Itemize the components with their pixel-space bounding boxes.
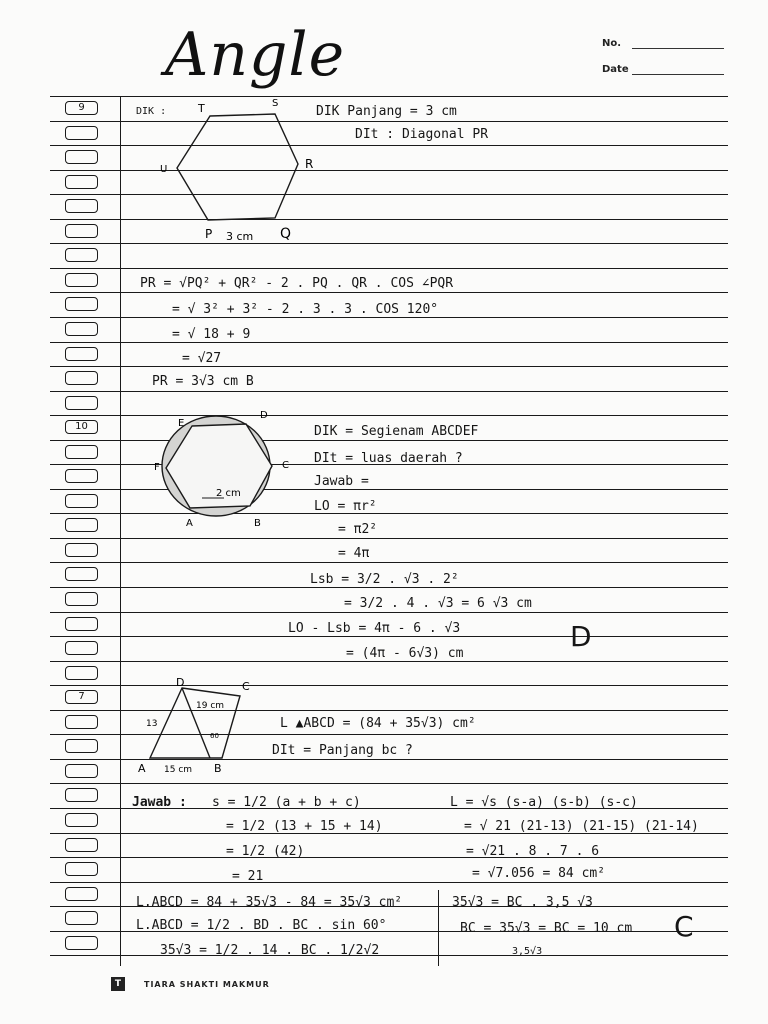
- vertex-c: C: [282, 460, 289, 471]
- ruled-line: [50, 292, 728, 293]
- margin-box: [65, 911, 98, 925]
- vertex-p: P: [205, 227, 213, 241]
- vertex-t: T: [198, 102, 205, 115]
- given-asked-area: DIt = luas daerah ?: [314, 451, 463, 466]
- page-title: Angle: [165, 20, 346, 90]
- vertex-a: A: [138, 762, 146, 775]
- margin-box: [65, 494, 98, 508]
- diagonal-bd: [182, 688, 210, 758]
- bc-denominator: 3,5√3: [512, 946, 543, 957]
- margin-box: [65, 322, 98, 336]
- margin-box: [65, 543, 98, 557]
- pr-formula: PR = √PQ² + QR² - 2 . PQ . QR . COS ∠PQR: [140, 276, 454, 291]
- ruled-line: [50, 636, 728, 637]
- pr-step-3: = √27: [182, 351, 222, 366]
- date-label: Date: [602, 64, 629, 75]
- vertex-c: C: [242, 680, 250, 693]
- margin-box: [65, 887, 98, 901]
- margin-box: [65, 862, 98, 876]
- ruled-line: [50, 857, 728, 858]
- margin-box: [65, 175, 98, 189]
- margin-box: [65, 838, 98, 852]
- margin-box: [65, 371, 98, 385]
- lo-line-1: LO = πr²: [314, 499, 377, 514]
- heron-line-2: = √ 21 (21-13) (21-15) (21-14): [464, 819, 699, 834]
- s-line-3: = 1/2 (42): [226, 844, 305, 859]
- margin-box: [65, 445, 98, 459]
- lsb-line-1: Lsb = 3/2 . √3 . 2²: [310, 572, 459, 587]
- margin-box: [65, 764, 98, 778]
- s-line-4: = 21: [232, 869, 264, 884]
- ruled-line: [50, 268, 728, 269]
- vertex-b: B: [214, 762, 222, 775]
- question-number-box: 9: [65, 101, 98, 115]
- lsb-line-2: = 3/2 . 4 . √3 = 6 √3 cm: [344, 596, 532, 611]
- dik-label: DIK :: [136, 106, 167, 117]
- s-line-1: s = 1/2 (a + b + c): [212, 795, 361, 810]
- margin-box: [65, 592, 98, 606]
- hexagon-shape: [177, 114, 298, 220]
- date-underline: [632, 74, 724, 75]
- abcd-line-1: L.ABCD = 84 + 35√3 - 84 = 35√3 cm²: [136, 895, 403, 910]
- ruled-line: [50, 96, 728, 97]
- heron-line-3: = √21 . 8 . 7 . 6: [466, 844, 600, 859]
- ruled-line: [50, 391, 728, 392]
- margin-box: [65, 788, 98, 802]
- heron-line-4: = √7.056 = 84 cm²: [472, 866, 606, 881]
- margin-box: [65, 936, 98, 950]
- vertex-a: A: [186, 518, 193, 529]
- lo-line-3: = 4π: [338, 546, 370, 561]
- margin-box: [65, 715, 98, 729]
- margin-box: [65, 224, 98, 238]
- ruled-line: [50, 587, 728, 588]
- margin-line: [120, 96, 121, 966]
- side-dc: 19 cm: [196, 701, 225, 711]
- margin-box: [65, 617, 98, 631]
- margin-box: [65, 813, 98, 827]
- margin-box: [65, 739, 98, 753]
- question-number-box: 10: [65, 420, 98, 434]
- ruled-line: [50, 538, 728, 539]
- quad-shape: [150, 688, 240, 758]
- answer-letter-d: D: [570, 620, 592, 653]
- vertex-q: Q: [280, 226, 292, 242]
- side-ad: 13: [146, 719, 158, 729]
- diff-line-2: = (4π - 6√3) cm: [346, 646, 464, 661]
- asked-bc: DIt = Panjang bc ?: [272, 743, 413, 758]
- heron-line-1: L = √s (s-a) (s-b) (s-c): [450, 795, 638, 810]
- margin-box: [65, 273, 98, 287]
- margin-box: [65, 641, 98, 655]
- brand-logo: T: [111, 977, 125, 991]
- angle-label: 60: [210, 732, 219, 740]
- pr-result: PR = 3√3 cm B: [152, 374, 254, 389]
- vertex-d: D: [260, 410, 268, 421]
- margin-box: [65, 199, 98, 213]
- hexagon-diagram: [150, 98, 320, 248]
- vertex-f: F: [154, 462, 160, 473]
- vertex-s: S: [272, 98, 279, 109]
- jawab-line: Jawab =: [314, 474, 369, 489]
- vertex-r: R: [305, 157, 314, 171]
- lo-line-2: = π2²: [338, 522, 378, 537]
- ruled-line: [50, 366, 728, 367]
- given-shape: DIK = Segienam ABCDEF: [314, 424, 479, 439]
- bc-line-2: BC = 35√3 = BC = 10 cm: [460, 921, 633, 936]
- margin-box: [65, 666, 98, 680]
- margin-box: [65, 469, 98, 483]
- ruled-line: [50, 661, 728, 662]
- bc-line-1: 35√3 = BC . 3,5 √3: [452, 895, 593, 910]
- ruled-line: [50, 955, 728, 956]
- answer-letter-c: C: [674, 910, 694, 943]
- given-asked: DIt : Diagonal PR: [355, 127, 489, 142]
- margin-box: [65, 126, 98, 140]
- trapezoid-diagram: [130, 672, 260, 782]
- vertex-u: U: [160, 164, 168, 175]
- ruled-line: [50, 562, 728, 563]
- abcd-line-3: 35√3 = 1/2 . 14 . BC . 1/2√2: [160, 943, 380, 958]
- jawab-label: Jawab :: [132, 795, 187, 810]
- area-given: L ▲ABCD = (84 + 35√3) cm²: [280, 716, 476, 731]
- circle-hexagon-diagram: [150, 402, 290, 532]
- pr-step-1: = √ 3² + 3² - 2 . 3 . 3 . COS 120°: [172, 302, 439, 317]
- s-line-2: = 1/2 (13 + 15 + 14): [226, 819, 383, 834]
- column-divider: [438, 890, 439, 966]
- pr-step-2: = √ 18 + 9: [172, 327, 251, 342]
- ruled-line: [50, 342, 728, 343]
- ruled-line: [50, 612, 728, 613]
- margin-box: [65, 150, 98, 164]
- vertex-e: E: [178, 418, 185, 429]
- margin-box: [65, 518, 98, 532]
- vertex-d: D: [176, 676, 185, 689]
- ruled-line: [50, 882, 728, 883]
- margin-box: [65, 567, 98, 581]
- question-number-box: 7: [65, 690, 98, 704]
- abcd-line-2: L.ABCD = 1/2 . BD . BC . sin 60°: [136, 918, 387, 933]
- vertex-b: B: [254, 518, 261, 529]
- ruled-line: [50, 317, 728, 318]
- margin-box: [65, 248, 98, 262]
- margin-box: [65, 396, 98, 410]
- radius-label: 2 cm: [216, 488, 241, 499]
- side-ab: 15 cm: [164, 765, 193, 775]
- given-length: DIK Panjang = 3 cm: [316, 104, 457, 119]
- margin-box: [65, 297, 98, 311]
- ruled-line: [50, 783, 728, 784]
- brand-name: TIARA SHAKTI MAKMUR: [144, 980, 270, 989]
- no-underline: [632, 48, 724, 49]
- side-label: 3 cm: [226, 230, 254, 243]
- no-label: No.: [602, 38, 622, 49]
- margin-box: [65, 347, 98, 361]
- diff-line-1: LO - Lsb = 4π - 6 . √3: [288, 621, 461, 636]
